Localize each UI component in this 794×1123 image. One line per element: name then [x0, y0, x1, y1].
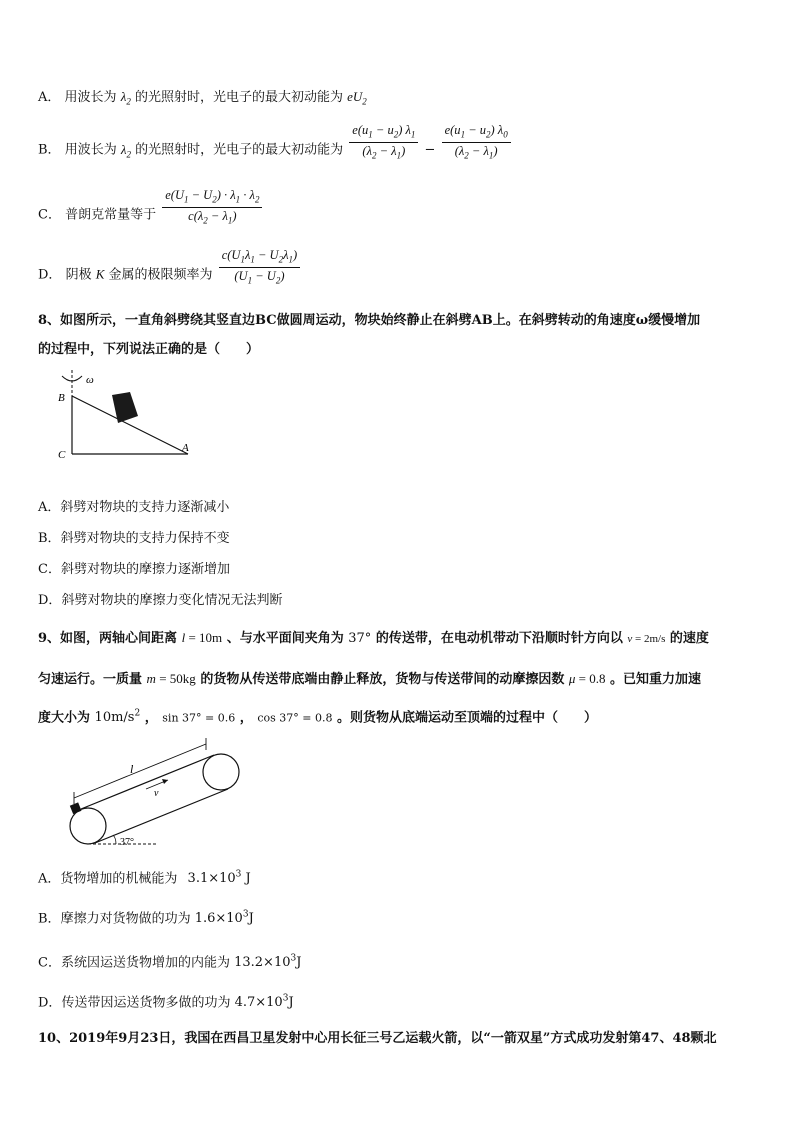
q7-option-b: B． 用波长为 $\lambda_2$ 的光照射时，光电子的最大初动能为 $\frac{e(u_1 - u_2) \lambda_1}{(\lambda_2 - \lambda_1)}$ − $\frac{e(u_1 - u_2) \lambda_0}{(\lambda_2 - \lambda_1)}$	[38, 140, 513, 160]
velocity-arrowhead	[162, 779, 168, 784]
option-text: 阴极	[65, 267, 92, 283]
q9-text: 的传送带，在电动机带动下沿顺时针方向以	[375, 631, 623, 646]
q9-text: 的货物从传送带底端由静止释放，货物与传送带间的动摩擦因数	[200, 672, 565, 687]
wedge-figure	[52, 370, 197, 470]
option-label: C．	[38, 207, 61, 223]
math-k: K	[95, 266, 105, 282]
option-text: 斜劈对物块的摩擦力逐渐增加	[60, 562, 230, 577]
q8-line2: 的过程中，下列说法正确的是（ ）	[38, 342, 260, 357]
label-omega: ω	[86, 374, 94, 386]
option-label: C．	[38, 955, 61, 971]
q9-text: 。已知重力加速	[610, 672, 702, 687]
option-label: D．	[38, 995, 62, 1011]
q9-line1	[38, 631, 709, 645]
q9-option-a	[38, 871, 251, 885]
math-angle: 37°	[348, 631, 372, 646]
option-text-tail: 金属的极限频率为	[108, 267, 213, 283]
math-lambda2: $\lambda_2$	[120, 141, 131, 160]
label-angle: 37°	[120, 837, 134, 848]
label-v: v	[154, 788, 159, 799]
q9-text: 、与水平面间夹角为	[226, 631, 344, 646]
math-lambda2: $\lambda_2$	[120, 89, 131, 107]
belt-top	[81, 755, 214, 809]
label-b: B	[58, 392, 65, 404]
math-fraction-threshold: $\frac{c(U_1\lambda_1 - U_2\lambda_1)}{(U_1 - U_2)}$	[219, 249, 300, 285]
q9-text: 度大小为	[38, 710, 91, 726]
q9-option-d	[38, 995, 294, 1009]
option-text: 斜劈对物块的支持力逐渐减小	[60, 500, 230, 515]
option-text: 货物增加的机械能为	[60, 871, 178, 887]
math-eU2: $eU_2$	[347, 89, 367, 107]
q8-option-c	[38, 563, 230, 576]
conveyor-figure	[58, 732, 258, 852]
q9-text: 的速度	[669, 631, 709, 646]
q9-text: ，	[239, 710, 253, 726]
q8-option-b	[38, 532, 230, 545]
option-text: 用波长为	[64, 90, 117, 105]
q9-option-b	[38, 911, 254, 925]
q10-line1: 10、2019年9月23日，我国在西昌卫星发射中心用长征三号乙运载火箭，以“一箭双星”方式成功发射第47、48颗北	[38, 1031, 717, 1046]
label-l: l	[130, 762, 134, 776]
q9-text: ，	[144, 710, 158, 726]
option-text-mid: 的光照射时，光电子的最大初动能为	[134, 90, 343, 105]
upper-pulley	[203, 754, 239, 790]
math-m: m = 50kg	[146, 671, 196, 686]
q7-option-c	[38, 188, 264, 225]
label-a: A	[182, 442, 189, 454]
q8-option-d	[38, 594, 282, 607]
q9-text: 9、如图，两轴心间距离	[38, 631, 178, 646]
option-text: 摩擦力对货物做的功为	[60, 911, 191, 927]
math-cos: cos 37° = 0.8	[257, 711, 333, 725]
math-value: $4.7\times 10^3J$	[234, 994, 294, 1011]
option-text: 用波长为	[64, 142, 117, 158]
option-label: A．	[38, 871, 61, 887]
option-text: 传送带因运送货物多做的功为	[61, 995, 231, 1011]
math-l: l = 10m	[181, 630, 223, 645]
option-label: B．	[38, 531, 61, 546]
math-fraction-1: $\frac{e(u_1 - u_2) \lambda_1}{(\lambda_2 - \lambda_1)}$	[349, 124, 418, 160]
math-value: $1.6\times 10^3J$	[194, 910, 254, 927]
option-text: 斜劈对物块的支持力保持不变	[60, 531, 230, 546]
option-label: D．	[38, 593, 62, 608]
math-v: v = 2m/s	[627, 633, 666, 645]
q9-text: 。则货物从底端运动至顶端的过程中（ ）	[336, 710, 597, 726]
option-text: 系统因运送货物增加的内能为	[60, 955, 230, 971]
option-label: B．	[38, 911, 61, 927]
option-text: 斜劈对物块的摩擦力变化情况无法判断	[61, 593, 283, 608]
option-text-mid: 的光照射时，光电子的最大初动能为	[135, 142, 344, 158]
math-g: $10m/s^2$	[94, 709, 141, 726]
q9-line3	[38, 710, 597, 724]
q9-text: 匀速运行。一质量	[38, 672, 143, 687]
angle-arc	[113, 835, 116, 844]
q8-option-a	[38, 501, 229, 514]
math-mu: μ = 0.8	[568, 671, 606, 686]
option-text: 普朗克常量等于	[65, 207, 157, 223]
q7-option-a	[38, 90, 367, 107]
label-c: C	[58, 449, 66, 461]
option-label: A．	[38, 500, 61, 515]
cargo-block	[70, 802, 82, 814]
option-label: B．	[38, 142, 61, 158]
option-label: D．	[38, 267, 62, 283]
math-value: $3.1\times 10^3$ J	[187, 870, 251, 887]
option-label: A．	[38, 90, 61, 105]
lower-pulley	[70, 808, 106, 844]
option-label: C．	[38, 562, 61, 577]
length-dimension-line	[74, 744, 206, 798]
math-fraction-planck: $\frac{e(U_1 - U_2) \cdot \lambda_1 \cdot \lambda_2}{c(\lambda_2 - \lambda_1)}$	[162, 189, 262, 225]
math-fraction-2: $\frac{e(u_1 - u_2) \lambda_0}{(\lambda_2 - \lambda_1)}$	[442, 124, 511, 160]
q7-option-d	[38, 248, 302, 285]
math-value: $13.2\times 10^3J$	[234, 954, 302, 971]
math-sin: sin 37° = 0.6	[162, 711, 236, 725]
q9-line2	[38, 672, 701, 686]
belt-bottom	[95, 789, 228, 843]
q9-option-c	[38, 955, 301, 969]
q8-line1: 8、如图所示，一直角斜劈绕其竖直边BC做圆周运动，物块始终静止在斜劈AB上。在斜劈转动的角速度ω缓慢增加	[38, 313, 701, 328]
